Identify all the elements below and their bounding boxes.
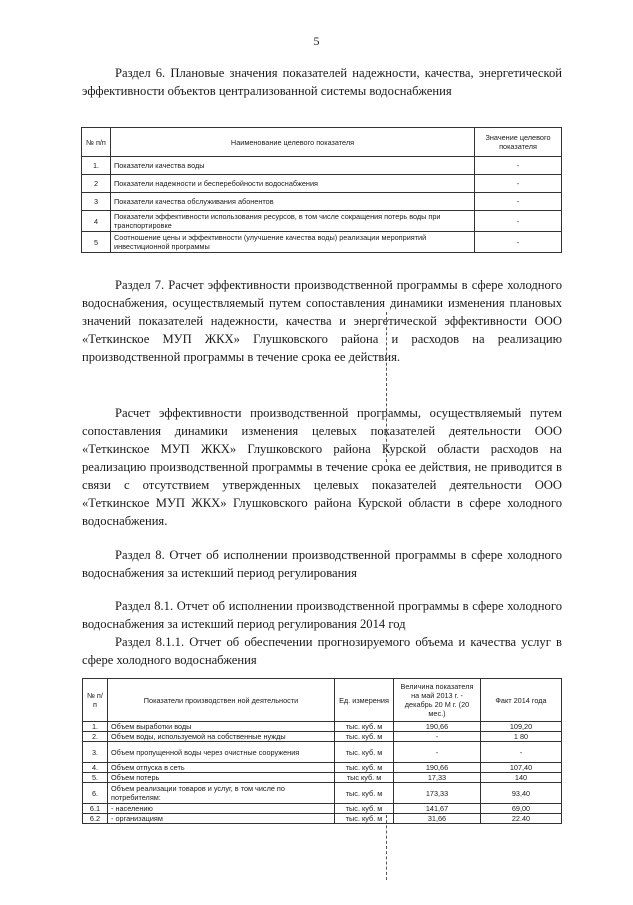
row-indicator: Объем пропущенной воды через очистные сооружения <box>108 742 335 763</box>
row-plan: 190,66 <box>394 763 481 773</box>
col-number-header: № п/п <box>83 679 108 722</box>
col-fact-header: Факт 2014 года <box>481 679 562 722</box>
section8-1-title: Раздел 8.1. Отчет об исполнении производственной программы в сфере холодного водоснабжения за истекший период регулирования 2014 год <box>82 599 562 631</box>
row-number: 2 <box>82 175 111 193</box>
section8-table <box>82 678 562 824</box>
row-plan: 17,33 <box>394 773 481 783</box>
row-number: 6. <box>83 783 108 804</box>
row-number: 6.1 <box>83 804 108 814</box>
row-number: 1. <box>82 157 111 175</box>
table-row <box>82 211 562 232</box>
scan-fold-line <box>386 312 387 462</box>
row-value: - <box>475 193 562 211</box>
row-fact: 1 80 <box>481 732 562 742</box>
table-row <box>82 193 562 211</box>
row-number: 1. <box>83 722 108 732</box>
row-indicator: Объем потерь <box>108 773 335 783</box>
col-unit-header: Ед. измерения <box>335 679 394 722</box>
row-unit: тыс. куб. м <box>335 814 394 824</box>
row-name: Показатели надежности и бесперебойности водоснабжения <box>111 175 475 193</box>
section8-1-1-title: Раздел 8.1.1. Отчет об обеспечении прогнозируемого объема и качества услуг в сфере холодного водоснабжения <box>82 635 562 667</box>
section7-paragraph-2: Расчет эффективности производственной программы, осуществляемый путем сопоставления динамики изменения целевых показателей деятельности ООО «Теткинское МУП ЖКХ» Глушковского района Курской области расходов на реализацию производственной программы в течение срока ее действия, не приводится в связи с отсутствием утвержденных целевых показателей деятельности ООО «Теткинское МУП ЖКХ» Глушковского района Курской области в сфере холодного водоснабжения. <box>82 406 562 528</box>
row-name: Показатели качества обслуживания абонентов <box>111 193 475 211</box>
row-unit: тыс. куб. м <box>335 804 394 814</box>
row-plan: 31,66 <box>394 814 481 824</box>
col-indicator-header: Показатели производствен ной деятельности <box>108 679 335 722</box>
table-row <box>83 763 562 773</box>
table-row <box>83 742 562 763</box>
table-row <box>82 232 562 253</box>
table-row <box>82 175 562 193</box>
row-unit: тыс. куб. м <box>335 763 394 773</box>
row-fact: - <box>481 742 562 763</box>
scan-fold-line <box>386 815 387 880</box>
row-unit: тыс. куб. м <box>335 732 394 742</box>
section8-title: Раздел 8. Отчет об исполнении производственной программы в сфере холодного водоснабжения за истекший период регулирования <box>82 548 562 580</box>
row-plan: - <box>394 732 481 742</box>
row-fact: 69,00 <box>481 804 562 814</box>
row-indicator: Объем воды, используемой на собственные нужды <box>108 732 335 742</box>
row-number: 6.2 <box>83 814 108 824</box>
row-plan: 190,66 <box>394 722 481 732</box>
row-plan: - <box>394 742 481 763</box>
row-plan: 141,67 <box>394 804 481 814</box>
row-fact: 109,20 <box>481 722 562 732</box>
col-plan-header: Величина показателя на май 2013 г. - декабрь 20 М г. (20 мес.) <box>394 679 481 722</box>
row-unit: тыс куб. м <box>335 773 394 783</box>
section6-title: Раздел 6. Плановые значения показателей надежности, качества, энергетической эффективности объектов централизованной системы водоснабжения <box>82 66 562 98</box>
row-number: 3 <box>82 193 111 211</box>
col-number-header: № п/п <box>82 128 111 157</box>
row-unit: тыс. куб. м <box>335 742 394 763</box>
table-header-row <box>82 128 562 157</box>
row-indicator: Объем реализации товаров и услуг, в том числе по потребителям: <box>108 783 335 804</box>
table-row <box>83 804 562 814</box>
section6-table <box>81 127 562 253</box>
col-value-header: Значение целевого показателя <box>475 128 562 157</box>
table-row <box>83 732 562 742</box>
row-name: Показатели эффективности использования ресурсов, в том числе сокращения потерь воды при транспортировке <box>111 211 475 232</box>
table-row <box>82 157 562 175</box>
row-value: - <box>475 175 562 193</box>
row-indicator: Объем отпуска в сеть <box>108 763 335 773</box>
table-row <box>83 722 562 732</box>
row-number: 3. <box>83 742 108 763</box>
row-value: - <box>475 157 562 175</box>
row-number: 4 <box>82 211 111 232</box>
row-number: 5. <box>83 773 108 783</box>
row-value: - <box>475 211 562 232</box>
row-unit: тыс. куб. м <box>335 722 394 732</box>
row-fact: 140 <box>481 773 562 783</box>
row-plan: 173,33 <box>394 783 481 804</box>
row-indicator: - населению <box>108 804 335 814</box>
table-header-row <box>83 679 562 722</box>
row-fact: 93,40 <box>481 783 562 804</box>
section7-paragraph-1: Раздел 7. Расчет эффективности производственной программы в сфере холодного водоснабжения, осуществляемый путем сопоставления динамики изменения плановых значений показателей надежности, качества и энергетической эффективности ООО «Теткинское МУП ЖКХ» Глушковского района и расходов на реализацию производственной программы в течение срока ее действия. <box>82 278 562 364</box>
row-unit: тыс. куб. м <box>335 783 394 804</box>
col-name-header: Наименование целевого показателя <box>111 128 475 157</box>
table-row <box>83 773 562 783</box>
row-indicator: - организациям <box>108 814 335 824</box>
row-number: 4. <box>83 763 108 773</box>
row-number: 2. <box>83 732 108 742</box>
page-number: 5 <box>313 34 320 48</box>
row-number: 5 <box>82 232 111 253</box>
row-fact: 107,40 <box>481 763 562 773</box>
row-indicator: Объем выработки воды <box>108 722 335 732</box>
row-fact: 22.40 <box>481 814 562 824</box>
table-row <box>83 814 562 824</box>
row-name: Показатели качества воды <box>111 157 475 175</box>
table-row <box>83 783 562 804</box>
row-value: - <box>475 232 562 253</box>
row-name: Соотношение цены и эффективности (улучшение качества воды) реализации мероприятий инвестиционной программы <box>111 232 475 253</box>
